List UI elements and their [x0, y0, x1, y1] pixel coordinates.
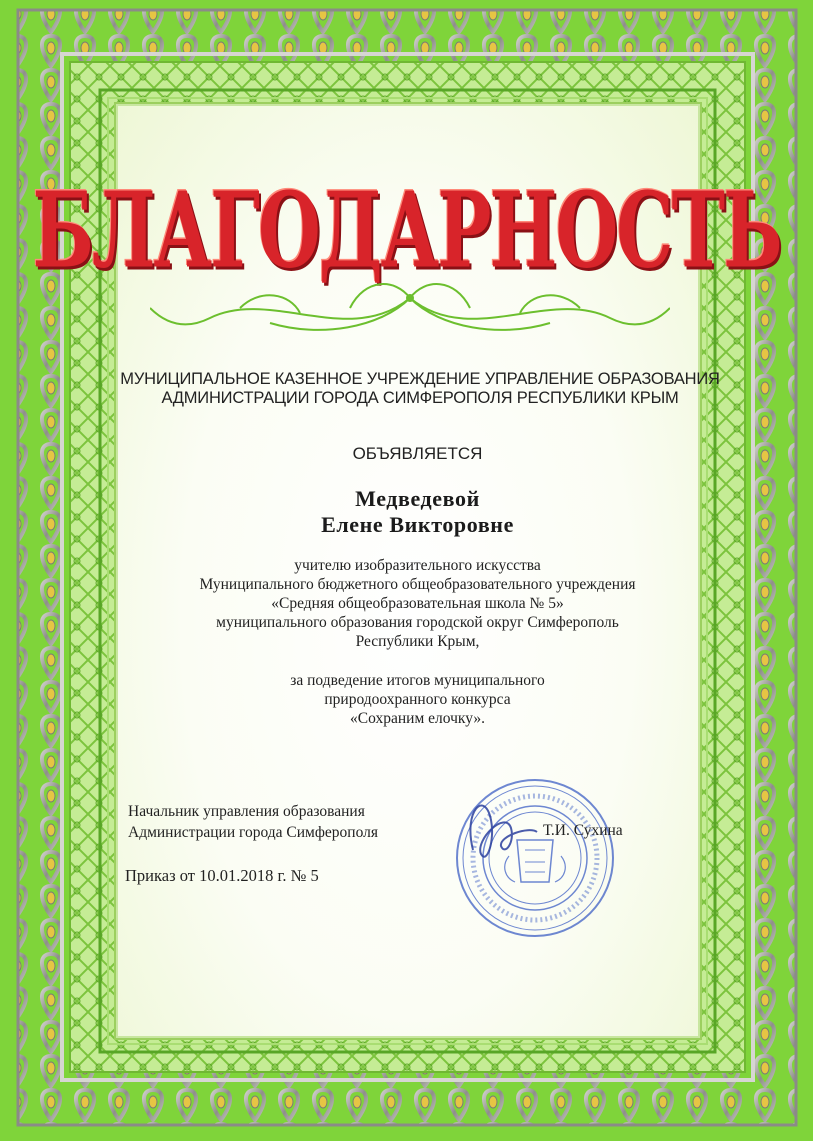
reason-line: «Сохраним елочку».: [350, 710, 485, 727]
organization-line: МУНИЦИПАЛЬНОЕ КАЗЕННОЕ УЧРЕЖДЕНИЕ УПРАВЛЕНИЕ ОБРАЗОВАНИЯ: [120, 370, 720, 388]
position-line: муниципального образования городской округ Симферополь: [216, 614, 619, 631]
signatory-title-line: Администрации города Симферополя: [128, 824, 378, 841]
recipient-description: [0, 556, 813, 728]
recipient-name: [0, 486, 813, 538]
position-line: «Средняя общеобразовательная школа № 5»: [271, 595, 564, 612]
recipient-given-name: Елене Викторовне: [321, 512, 514, 537]
reason-line: природоохранного конкурса: [324, 691, 511, 708]
certificate-title: БЛАГОДАРНОСТЬ: [32, 168, 781, 292]
title-ornament: [150, 268, 670, 358]
announcement: ОБЪЯВЛЯЕТСЯ: [352, 444, 483, 463]
official-stamp: [445, 770, 620, 945]
signatory-title: [128, 801, 378, 843]
reason-line: за подведение итогов муниципального: [290, 672, 545, 689]
position-line: Республики Крым,: [355, 633, 480, 650]
organization-name: [100, 370, 740, 408]
signatory-name: Т.И. Сухина: [543, 822, 623, 839]
signatory-title-line: Начальник управления образования: [128, 803, 365, 820]
position-line: учителю изобразительного искусства: [294, 557, 541, 574]
position-line: Муниципального бюджетного общеобразовательного учреждения: [199, 576, 636, 593]
organization-line: АДМИНИСТРАЦИИ ГОРОДА СИМФЕРОПОЛЯ РЕСПУБЛИКИ КРЫМ: [161, 389, 679, 407]
order-reference: Приказ от 10.01.2018 г. № 5: [125, 866, 319, 885]
recipient-surname: Медведевой: [355, 486, 480, 511]
